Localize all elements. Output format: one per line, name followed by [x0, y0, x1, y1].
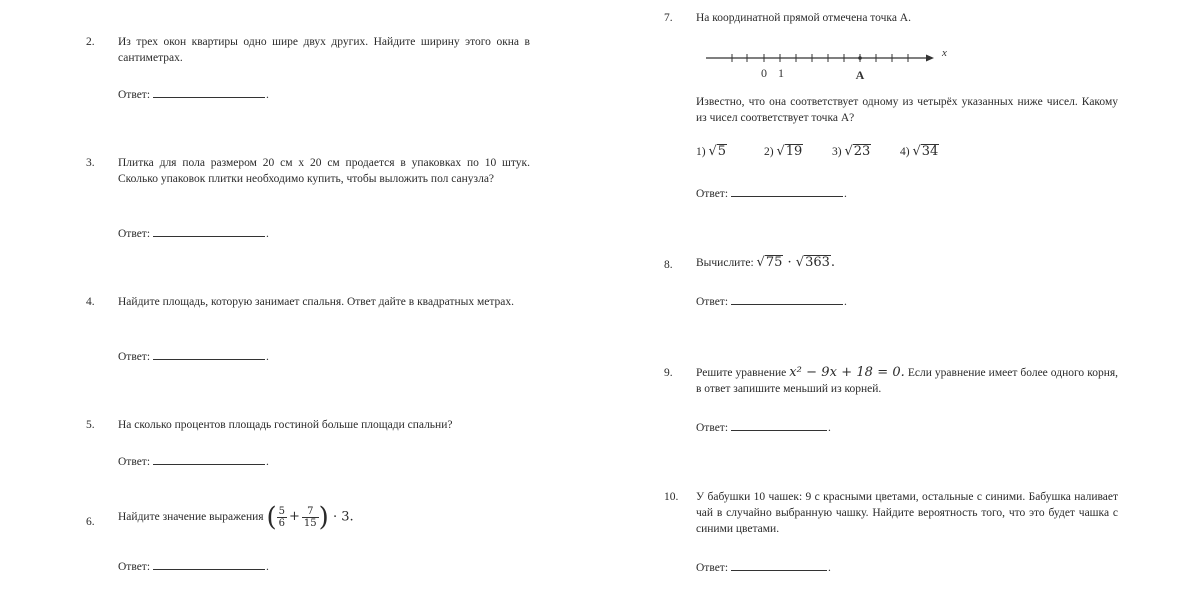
question-text [696, 365, 1118, 397]
answer-label: Ответ: [696, 422, 729, 434]
question-text [118, 504, 538, 530]
answer-line[interactable] [731, 293, 843, 305]
question-number: 3. [86, 157, 95, 169]
question-4 [86, 294, 546, 374]
answer-line[interactable] [153, 86, 265, 98]
answer-line[interactable] [153, 348, 265, 360]
fraction-2: $\frac{7}{15}$ [303, 505, 317, 529]
question-8 [664, 255, 1124, 315]
question-number: 10. [664, 491, 679, 503]
expression: √75 · √363. [756, 255, 836, 270]
question-text-a: Решите уравнение [696, 367, 787, 379]
tick-label-1: 1 [778, 66, 784, 80]
question-number: 9. [664, 367, 673, 379]
answer-line[interactable] [153, 453, 265, 465]
question-9 [664, 365, 1124, 445]
answer-label: Ответ: [118, 561, 151, 573]
question-number: 5. [86, 419, 95, 431]
answer-line[interactable] [731, 185, 843, 197]
answer-label: Ответ: [118, 228, 151, 240]
question-text: Из трех окон квартиры одно шире двух других. Найдите ширину этого окна в сантиметрах. [118, 36, 530, 64]
question-7 [664, 10, 1124, 205]
tick-label-0: 0 [761, 66, 767, 80]
answer-field[interactable]: Ответ: . [118, 225, 269, 242]
question-number: 6. [86, 516, 95, 528]
answer-line[interactable] [153, 225, 265, 237]
answer-field[interactable]: Ответ: . [696, 559, 831, 576]
answer-field[interactable]: Ответ: . [118, 86, 269, 103]
question-text-label: Найдите значение выражения [118, 511, 264, 523]
answer-field[interactable]: Ответ: . [118, 348, 269, 365]
axis-label: x [942, 47, 947, 59]
answer-label: Ответ: [696, 188, 729, 200]
question-text: На координатной прямой отмечена точка А. [696, 12, 911, 24]
question-text: Найдите площадь, которую занимает спальня. Ответ дайте в квадратных метрах. [118, 296, 515, 308]
option-4: 4) √34 [900, 144, 939, 159]
question-text [696, 255, 1116, 271]
answer-field[interactable]: Ответ: . [696, 185, 847, 202]
point-a-label: A [855, 68, 865, 82]
answer-label: Ответ: [118, 456, 151, 468]
answer-field[interactable]: Ответ: . [696, 293, 847, 310]
question-text: Плитка для пола размером 20 см х 20 см продается в упаковках по 10 штук. Сколько упаковок плитки необходимо купить, чтобы выложить пол санузла? [118, 157, 530, 185]
question-text-2: Известно, что она соответствует одному из четырёх указанных ниже чисел. Какому из чисел соответствует точка А? [696, 96, 1118, 124]
answer-field[interactable]: Ответ: . [696, 419, 831, 436]
answer-label: Ответ: [696, 296, 729, 308]
question-10 [664, 489, 1124, 589]
fraction-1: $\frac{5}{6}$ [278, 505, 286, 529]
question-text-label: Вычислите: [696, 257, 754, 269]
answer-label: Ответ: [696, 562, 729, 574]
point-a-marker [858, 56, 862, 60]
answer-line[interactable] [731, 559, 827, 571]
answer-line[interactable] [731, 419, 827, 431]
question-2 [86, 34, 546, 114]
equation: x² − 9x + 18 = 0. [789, 365, 905, 380]
question-text: У бабушки 10 чашек: 9 с красными цветами, остальные с синими. Бабушка наливает чай в случайно выбранную чашку. Найдите вероятность того, что это будет чашка с синими цветами. [696, 491, 1118, 535]
answer-field[interactable]: Ответ: . [118, 558, 269, 575]
question-text: На сколько процентов площадь гостиной больше площади спальни? [118, 419, 453, 431]
question-6 [86, 504, 546, 584]
answer-label: Ответ: [118, 351, 151, 363]
expression: ( $\frac{5}{6}$ + $\frac{7}{15}$ ) · 3. [266, 502, 354, 532]
question-number: 8. [664, 259, 673, 271]
question-text-b: Если уравнение имеет более одного корня, в ответ запишите меньший из корней. [696, 367, 1119, 395]
answer-label: Ответ: [118, 89, 151, 101]
option-3: 3) √23 [832, 144, 871, 159]
answer-field[interactable]: Ответ: . [118, 453, 269, 470]
question-3 [86, 155, 546, 245]
question-number: 4. [86, 296, 95, 308]
question-number: 2. [86, 36, 95, 48]
option-1: 1) √5 [696, 144, 727, 159]
answer-line[interactable] [153, 558, 265, 570]
number-line [702, 46, 962, 86]
question-5 [86, 417, 546, 477]
option-2: 2) √19 [764, 144, 803, 159]
expression-tail: · 3. [332, 509, 354, 524]
question-number: 7. [664, 12, 673, 24]
